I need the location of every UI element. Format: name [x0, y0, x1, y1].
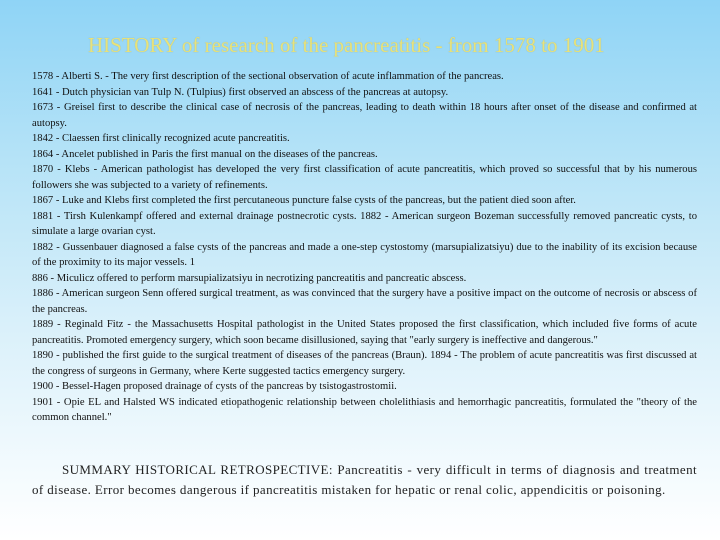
history-timeline	[32, 69, 697, 426]
timeline-entry: 1882 - Gussenbauer diagnosed a false cysts of the pancreas and made a one-step cystostomy (marsupializatsiyu) due to the inability of its excision because of the proximity to its major vessels. 1	[32, 241, 697, 268]
timeline-entry: 1886 - American surgeon Senn offered surgical treatment, as was convinced that the surgery have a positive impact on the outcome of necrosis or abscess of the pancreas.	[32, 288, 697, 315]
timeline-entry: 1881 - Tirsh Kulenkampf offered and external drainage postnecrotic cysts. 1882 - American surgeon Bozeman successfully removed pancreatic cysts, to simulate a large ovarian cyst.	[32, 210, 697, 237]
timeline-entry: 1578 - Alberti S. - The very first description of the sectional observation of acute inflammation of the pancreas.	[32, 71, 504, 82]
timeline-entry: 1901 - Opie EL and Halsted WS indicated etiopathogenic relationship between cholelithiasis and hemorrhagic pancreatitis, formulated the "theory of the common channel."	[32, 396, 697, 423]
timeline-entry: 1870 - Klebs - American pathologist has developed the very first classification of acute pancreatitis, which proved so successful that by his numerous followers she was subjected to a variety of refinements.	[32, 164, 697, 191]
timeline-entry: 1673 - Greisel first to describe the clinical case of necrosis of the pancreas, leading to death within 18 hours after onset of the disease and confirmed at autopsy.	[32, 102, 697, 129]
timeline-entry: 1890 - published the first guide to the surgical treatment of diseases of the pancreas (Braun). 1894 - The problem of acute pancreatitis was first discussed at the congress of surgeons in Germany, where Kerte suggested tactics emergency surgery.	[32, 350, 697, 377]
slide-title: HISTORY of research of the pancreatitis - from 1578 to 1901	[88, 33, 605, 57]
summary-paragraph: SUMMARY HISTORICAL RETROSPECTIVE: Pancreatitis - very difficult in terms of diagnosis and treatment of disease. Error becomes dangerous if pancreatitis mistaken for hepatic or renal colic, appendicitis or poisoning.	[32, 462, 697, 497]
timeline-entry: 1842 - Claessen first clinically recognized acute pancreatitis.	[32, 133, 290, 144]
timeline-entry: 1867 - Luke and Klebs first completed the first percutaneous puncture false cysts of the pancreas, but the patient died soon after.	[32, 195, 576, 206]
timeline-entry: 1641 - Dutch physician van Tulp N. (Tulpius) first observed an abscess of the pancreas at autopsy.	[32, 86, 449, 98]
timeline-entry: 1889 - Reginald Fitz - the Massachusetts Hospital pathologist in the United States proposed the first classification, which included five forms of acute pancreatitis. Promoted emergency surgery, which soon became disillusioned, saying that "early surgery is ineffective and dangerous."	[32, 319, 697, 346]
timeline-entry: 1900 - Bessel-Hagen proposed drainage of cysts of the pancreas by tsistogastrostomii.	[32, 381, 397, 392]
timeline-entry: 886 - Miculicz offered to perform marsupializatsiyu in necrotizing pancreatitis and pancreatic abscess.	[32, 272, 467, 284]
timeline-entry: 1864 - Ancelet published in Paris the first manual on the diseases of the pancreas.	[32, 148, 378, 160]
